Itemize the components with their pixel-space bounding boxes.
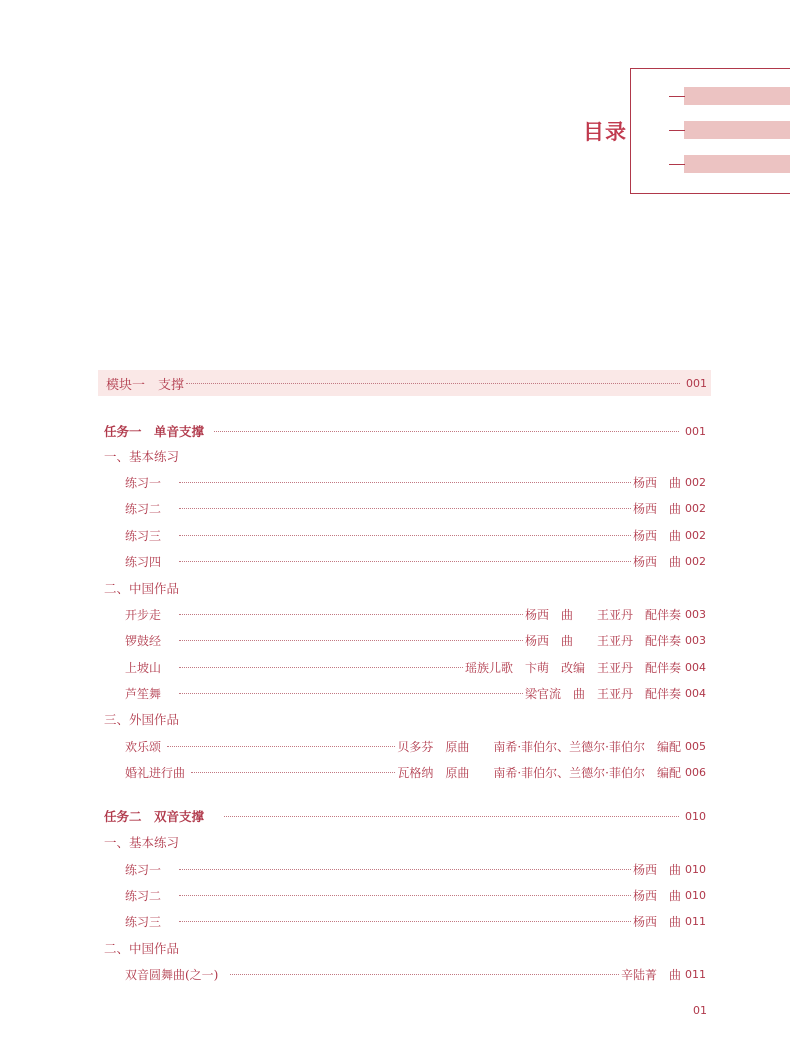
toc-page-number: 011 (685, 914, 706, 928)
toc-item-title: 练习三 (125, 914, 162, 929)
toc-item-row[interactable] (125, 470, 706, 494)
dot-leader (224, 816, 679, 817)
toc-section-row (104, 830, 706, 854)
toc-item-row[interactable] (125, 655, 706, 679)
toc-item-credit: 杨西 曲 (632, 862, 681, 877)
toc-item-title: 练习二 (125, 888, 162, 903)
toc-item-row[interactable] (125, 523, 706, 547)
toc-page-number: 010 (685, 809, 706, 823)
toc-item-row[interactable] (125, 883, 706, 907)
toc-item-title: 练习一 (125, 475, 162, 490)
dot-leader (179, 482, 631, 483)
dot-leader (186, 383, 680, 384)
toc-item-title: 练习四 (125, 554, 162, 569)
toc-item-row[interactable] (125, 549, 706, 573)
toc-page-number: 004 (685, 660, 706, 674)
toc-page-number: 011 (685, 967, 706, 981)
toc-task-row[interactable] (104, 804, 706, 828)
decoration-tick (669, 164, 685, 165)
toc-item-credit: 辛陆菁 曲 (620, 967, 681, 982)
dot-leader (179, 614, 523, 615)
toc-page-number: 004 (685, 686, 706, 700)
toc-item-title: 练习一 (125, 862, 162, 877)
dot-leader (167, 746, 395, 747)
dot-leader (214, 431, 679, 432)
toc-item-title: 练习二 (125, 501, 162, 516)
dot-leader (179, 667, 463, 668)
toc-section-title: 三、外国作品 (104, 712, 180, 727)
toc-section-title: 一、基本练习 (104, 835, 180, 850)
decoration-bar (684, 87, 790, 105)
toc-item-credit: 杨西 曲 (632, 475, 681, 490)
dot-leader (230, 974, 619, 975)
page-title: 目录 (583, 120, 627, 144)
toc-item-title: 芦笙舞 (125, 686, 162, 701)
toc-item-row[interactable] (125, 909, 706, 933)
toc-section-title: 二、中国作品 (104, 941, 180, 956)
toc-module-row[interactable] (98, 370, 711, 396)
toc-section-title: 一、基本练习 (104, 449, 180, 464)
toc-page-number: 002 (685, 501, 706, 515)
toc-item-row[interactable] (125, 734, 706, 758)
dot-leader (179, 921, 631, 922)
toc-item-credit: 杨西 曲 (632, 554, 681, 569)
toc-item-title: 上坡山 (125, 660, 162, 675)
toc-page-number: 003 (685, 607, 706, 621)
toc-item-row[interactable] (125, 681, 706, 705)
toc-page-number: 002 (685, 475, 706, 489)
dot-leader (179, 535, 631, 536)
toc-item-row[interactable] (125, 496, 706, 520)
toc-section-row (104, 444, 706, 468)
toc-item-title: 练习三 (125, 528, 162, 543)
toc-page-number: 003 (685, 633, 706, 647)
toc-item-credit: 杨西 曲 (632, 914, 681, 929)
dot-leader (191, 772, 395, 773)
toc-item-credit: 贝多芬 原曲 南希·菲伯尔、兰德尔·菲伯尔 编配 (397, 739, 681, 754)
toc-item-title: 婚礼进行曲 (125, 765, 186, 780)
toc-item-credit: 杨西 曲 王亚丹 配伴奏 (524, 633, 681, 648)
decoration-tick (669, 130, 685, 131)
dot-leader (179, 508, 631, 509)
toc-section-row (104, 936, 706, 960)
title-decoration (630, 68, 790, 194)
toc-item-credit: 杨西 曲 王亚丹 配伴奏 (524, 607, 681, 622)
toc-item-title: 双音圆舞曲(之一) (125, 967, 219, 982)
toc-item-row[interactable] (125, 628, 706, 652)
toc-section-title: 二、中国作品 (104, 581, 180, 596)
toc-item-credit: 瓦格纳 原曲 南希·菲伯尔、兰德尔·菲伯尔 编配 (397, 765, 681, 780)
toc-item-row[interactable] (125, 602, 706, 626)
dot-leader (179, 869, 631, 870)
toc-section-row (104, 576, 706, 600)
decoration-bar (684, 155, 790, 173)
toc-page-number: 006 (685, 765, 706, 779)
toc-page-number: 010 (685, 862, 706, 876)
toc-task-row[interactable] (104, 419, 706, 443)
decoration-tick (669, 96, 685, 97)
toc-item-row[interactable] (125, 962, 706, 986)
toc-page-number: 010 (685, 888, 706, 902)
toc-task-title: 任务一 单音支撑 (104, 424, 205, 439)
toc-page-number: 001 (686, 376, 707, 390)
toc-page-number: 002 (685, 554, 706, 568)
dot-leader (179, 561, 631, 562)
toc-item-credit: 梁官流 曲 王亚丹 配伴奏 (524, 686, 681, 701)
toc-item-row[interactable] (125, 857, 706, 881)
toc-page-number: 005 (685, 739, 706, 753)
toc-item-credit: 杨西 曲 (632, 528, 681, 543)
toc-item-title: 锣鼓经 (125, 633, 162, 648)
toc-item-credit: 瑶族儿歌 卞萌 改编 王亚丹 配伴奏 (464, 660, 681, 675)
toc-task-title: 任务二 双音支撑 (104, 809, 205, 824)
toc-page-number: 001 (685, 424, 706, 438)
footer-page-number: 01 (693, 1004, 707, 1017)
toc-item-title: 欢乐颂 (125, 739, 162, 754)
dot-leader (179, 693, 523, 694)
dot-leader (179, 640, 523, 641)
toc-item-credit: 杨西 曲 (632, 501, 681, 516)
toc-item-row[interactable] (125, 760, 706, 784)
toc-item-title: 开步走 (125, 607, 162, 622)
toc-section-row (104, 707, 706, 731)
decoration-bar (684, 121, 790, 139)
toc-item-credit: 杨西 曲 (632, 888, 681, 903)
dot-leader (179, 895, 631, 896)
toc-module-title: 模块一 支撑 (106, 377, 185, 393)
toc-page-number: 002 (685, 528, 706, 542)
